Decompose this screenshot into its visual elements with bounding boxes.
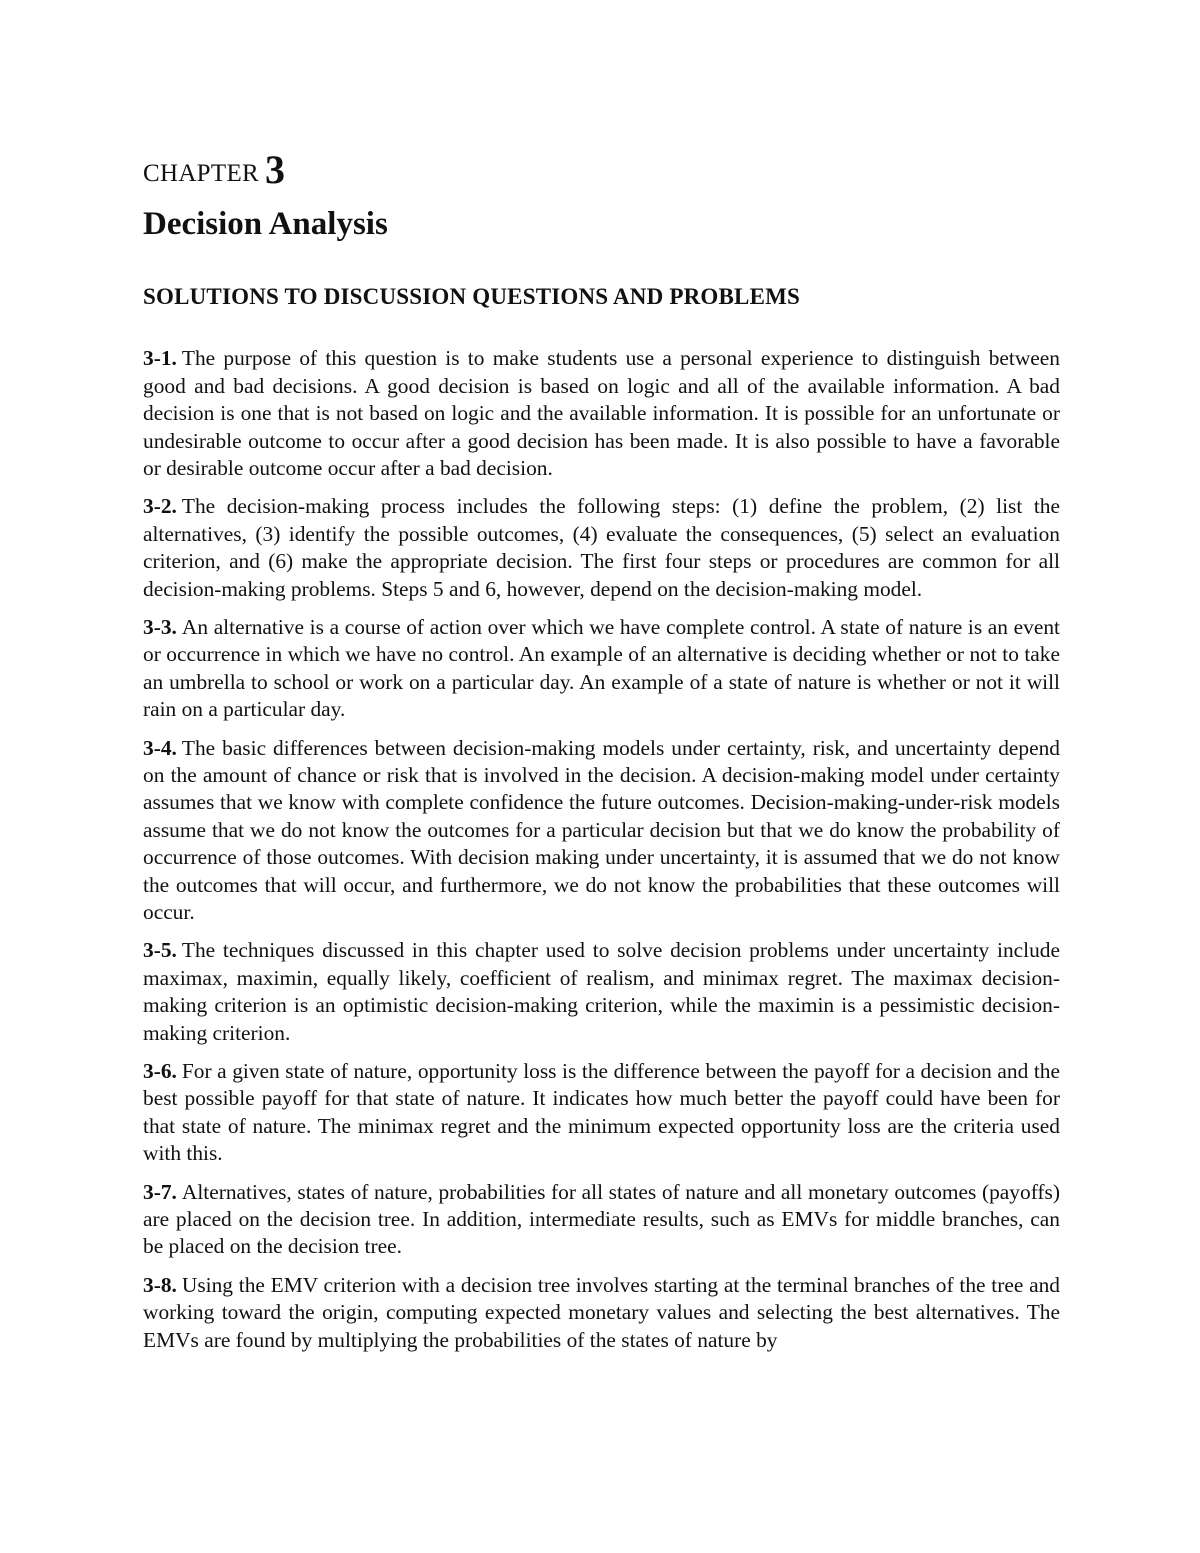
question-3-4 [143,735,1060,927]
chapter-word: CHAPTER [143,160,260,187]
question-text: The techniques discussed in this chapter used to solve decision problems under uncertainty include maximax, maximin, equally likely, coefficient of realism, and minimax regret. The maximax decision-making criterion is an optimistic decision-making criterion, while the maximin is a pessimistic decision-making criterion. [143,938,1060,1045]
question-text: Alternatives, states of nature, probabilities for all states of nature and all monetary outcomes (payoffs) are placed on the decision tree. In addition, intermediate results, such as EMVs for middle branches, can be placed on the decision tree. [143,1179,1060,1259]
question-list [143,345,1060,1354]
question-number: 3-6. [143,1059,177,1084]
question-number: 3-8. [143,1272,177,1297]
question-3-1 [143,345,1060,482]
question-3-7 [143,1179,1060,1261]
question-3-8 [143,1272,1060,1354]
question-3-3 [143,614,1060,724]
section-heading: SOLUTIONS TO DISCUSSION QUESTIONS AND PROBLEMS [143,284,801,310]
chapter-title: Decision Analysis [143,206,388,242]
question-text: The purpose of this question is to make students use a personal experience to distinguish between good and bad decisions. A good decision is based on logic and all of the available information. A bad decision is one that is not based on logic and the available information. It is possible for an unfortunate or undesirable outcome to occur after a good decision has been made. It is also possible to have a favorable or desirable outcome occur after a bad decision. [143,346,1060,480]
question-number: 3-2. [143,494,177,519]
document-page [143,148,1060,1365]
question-3-6 [143,1058,1060,1168]
question-text: Using the EMV criterion with a decision tree involves starting at the terminal branches of the tree and working toward the origin, computing expected monetary values and selecting the best alternatives. The EMVs are found by multiplying the probabilities of the states of nature by [143,1272,1060,1352]
question-3-5 [143,937,1060,1047]
question-text: The basic differences between decision-making models under certainty, risk, and uncertainty depend on the amount of chance or risk that is involved in the decision. A decision-making model under certainty assumes that we know with complete confidence the future outcomes. Decision-making-under-risk models assume that we do not know the outcomes for a particular decision but that we do know the probability of occurrence of those outcomes. With decision making under uncertainty, it is assumed that we do not know the outcomes that will occur, and furthermore, we do not know the probabilities that these outcomes will occur. [143,735,1060,925]
question-text: The decision-making process includes the following steps: (1) define the problem, (2) list the alternatives, (3) identify the possible outcomes, (4) evaluate the consequences, (5) select an evaluation criterion, and (6) make the appropriate decision. The first four steps or procedures are common for all decision-making problems. Steps 5 and 6, however, depend on the decision-making model. [143,494,1060,601]
question-number: 3-5. [143,938,177,963]
question-3-2 [143,493,1060,603]
question-number: 3-1. [143,346,177,371]
chapter-label [143,147,1060,192]
chapter-number: 3 [265,147,286,192]
question-number: 3-7. [143,1179,177,1204]
question-number: 3-3. [143,614,177,639]
question-number: 3-4. [143,735,177,760]
question-text: For a given state of nature, opportunity loss is the difference between the payoff for a decision and the best possible payoff for that state of nature. It indicates how much better the payoff could have been for that state of nature. The minimax regret and the minimum expected opportunity loss are the criteria used with this. [143,1059,1060,1166]
question-text: An alternative is a course of action over which we have complete control. A state of nature is an event or occurrence in which we have no control. An example of an alternative is deciding whether or not to take an umbrella to school or work on a particular day. An example of a state of nature is whether or not it will rain on a particular day. [143,614,1060,722]
